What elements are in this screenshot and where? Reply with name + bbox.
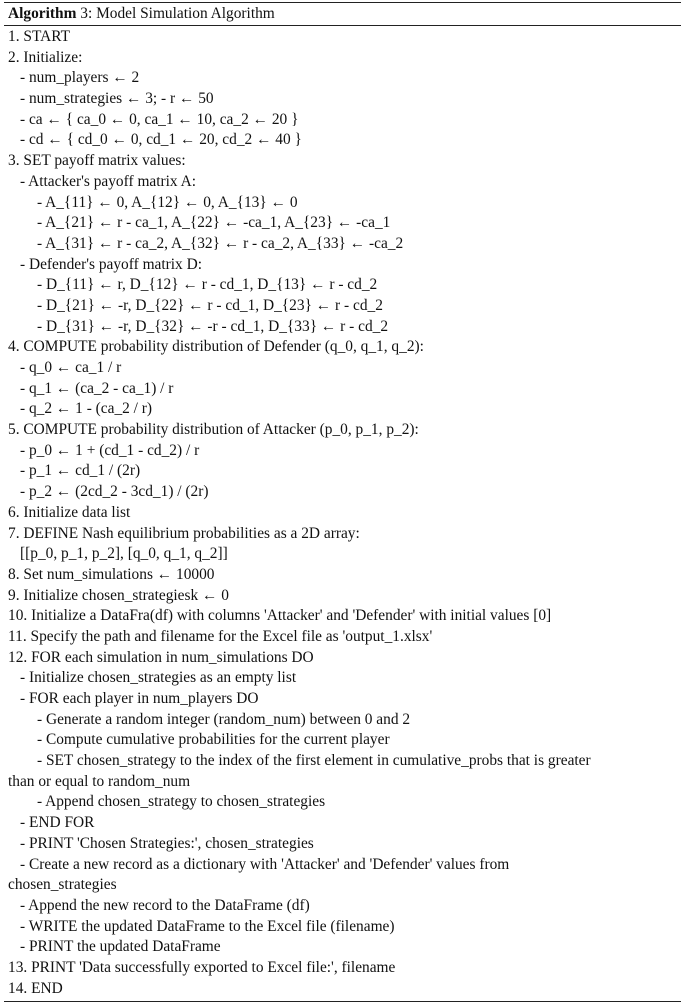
algorithm-line: 11. Specify the path and filename for the Excel file as 'output_1.xlsx' <box>8 627 433 645</box>
algorithm-line: - D_{21} ← -r, D_{22} ← r - cd_1, D_{23} ← r - cd_2 <box>37 296 383 314</box>
algorithm-line: - Defender's payoff matrix D: <box>20 255 202 273</box>
algorithm-line: - END FOR <box>20 814 95 832</box>
algorithm-line: 3. SET payoff matrix values: <box>8 152 186 170</box>
algorithm-line: 1. START <box>8 28 70 45</box>
algorithm-line: 2. Initialize: <box>8 48 83 66</box>
algorithm-line: 9. Initialize chosen_strategiesk ← 0 <box>8 586 229 604</box>
algorithm-box <box>4 2 681 1002</box>
algorithm-caption <box>4 3 681 25</box>
algorithm-line: - D_{31} ← -r, D_{32} ← -r - cd_1, D_{33} ← r - cd_2 <box>37 317 389 335</box>
algorithm-line: - Create a new record as a dictionary with 'Attacker' and 'Defender' values from <box>20 855 510 873</box>
algorithm-line: - A_{31} ← r - ca_2, A_{32} ← r - ca_2, A_{33} ← -ca_2 <box>37 234 404 252</box>
algorithm-line: - WRITE the updated DataFrame to the Excel file (filename) <box>20 917 395 935</box>
algorithm-line: chosen_strategies <box>8 876 117 894</box>
algorithm-line: - PRINT 'Chosen Strategies:', chosen_strategies <box>20 834 314 852</box>
algorithm-line: - q_2 ← 1 - (ca_2 / r) <box>20 400 153 418</box>
algorithm-line: - q_1 ← (ca_2 - ca_1) / r <box>20 379 174 397</box>
algorithm-line: - D_{11} ← r, D_{12} ← r - cd_1, D_{13} ← r - cd_2 <box>37 276 378 294</box>
algorithm-line: - cd ← { cd_0 ← 0, cd_1 ← 20, cd_2 ← 40 } <box>20 131 302 149</box>
algorithm-line: 12. FOR each simulation in num_simulations DO <box>8 648 314 666</box>
algorithm-line: - p_1 ← cd_1 / (2r) <box>20 462 141 480</box>
algorithm-line: - q_0 ← ca_1 / r <box>20 359 122 376</box>
algorithm-line: 4. COMPUTE probability distribution of Defender (q_0, q_1, q_2): <box>8 338 424 356</box>
algorithm-line: - Compute cumulative probabilities for the current player <box>37 731 390 749</box>
algorithm-line: - A_{11} ← 0, A_{12} ← 0, A_{13} ← 0 <box>37 193 298 211</box>
algorithm-line: - Initialize chosen_strategies as an empty list <box>20 669 297 687</box>
caption-label: Algorithm <box>8 5 77 22</box>
algorithm-line: 5. COMPUTE probability distribution of Attacker (p_0, p_1, p_2): <box>8 421 419 439</box>
algorithm-line: - p_2 ← (2cd_2 - 3cd_1) / (2r) <box>20 483 209 501</box>
algorithm-line: - PRINT the updated DataFrame <box>20 938 221 956</box>
algorithm-line: - Generate a random integer (random_num) between 0 and 2 <box>37 710 411 728</box>
algorithm-line: - SET chosen_strategy to the index of the first element in cumulative_probs that is greater <box>37 752 591 770</box>
algorithm-line: - num_players ← 2 <box>20 69 140 87</box>
algorithm-line: 10. Initialize a DataFra(df) with columns 'Attacker' and 'Defender' with initial values [0] <box>8 607 552 625</box>
algorithm-line: 6. Initialize data list <box>8 503 131 521</box>
algorithm-line: - A_{21} ← r - ca_1, A_{22} ← -ca_1, A_{23} ← -ca_1 <box>37 214 391 232</box>
algorithm-line: - num_strategies ← 3; - r ← 50 <box>20 90 214 108</box>
algorithm-line: - Attacker's payoff matrix A: <box>20 172 197 190</box>
algorithm-line: 13. PRINT 'Data successfully exported to Excel file:', filename <box>8 958 396 976</box>
algorithm-line: 14. END <box>8 979 63 997</box>
algorithm-line: - p_0 ← 1 + (cd_1 - cd_2) / r <box>20 441 200 459</box>
algorithm-line: [[p_0, p_1, p_2], [q_0, q_1, q_2]] <box>20 545 228 563</box>
algorithm-line: - FOR each player in num_players DO <box>20 690 259 707</box>
algorithm-steps <box>4 26 681 1001</box>
algorithm-line: - Append the new record to the DataFrame (df) <box>20 896 310 914</box>
caption-title: 3: Model Simulation Algorithm <box>76 5 275 22</box>
algorithm-line: 7. DEFINE Nash equilibrium probabilities as a 2D array: <box>8 524 360 542</box>
algorithm-line: than or equal to random_num <box>8 772 191 790</box>
algorithm-line: - ca ← { ca_0 ← 0, ca_1 ← 10, ca_2 ← 20 } <box>20 110 299 128</box>
algorithm-line: 8. Set num_simulations ← 10000 <box>8 565 215 583</box>
algorithm-line: - Append chosen_strategy to chosen_strategies <box>37 793 326 811</box>
